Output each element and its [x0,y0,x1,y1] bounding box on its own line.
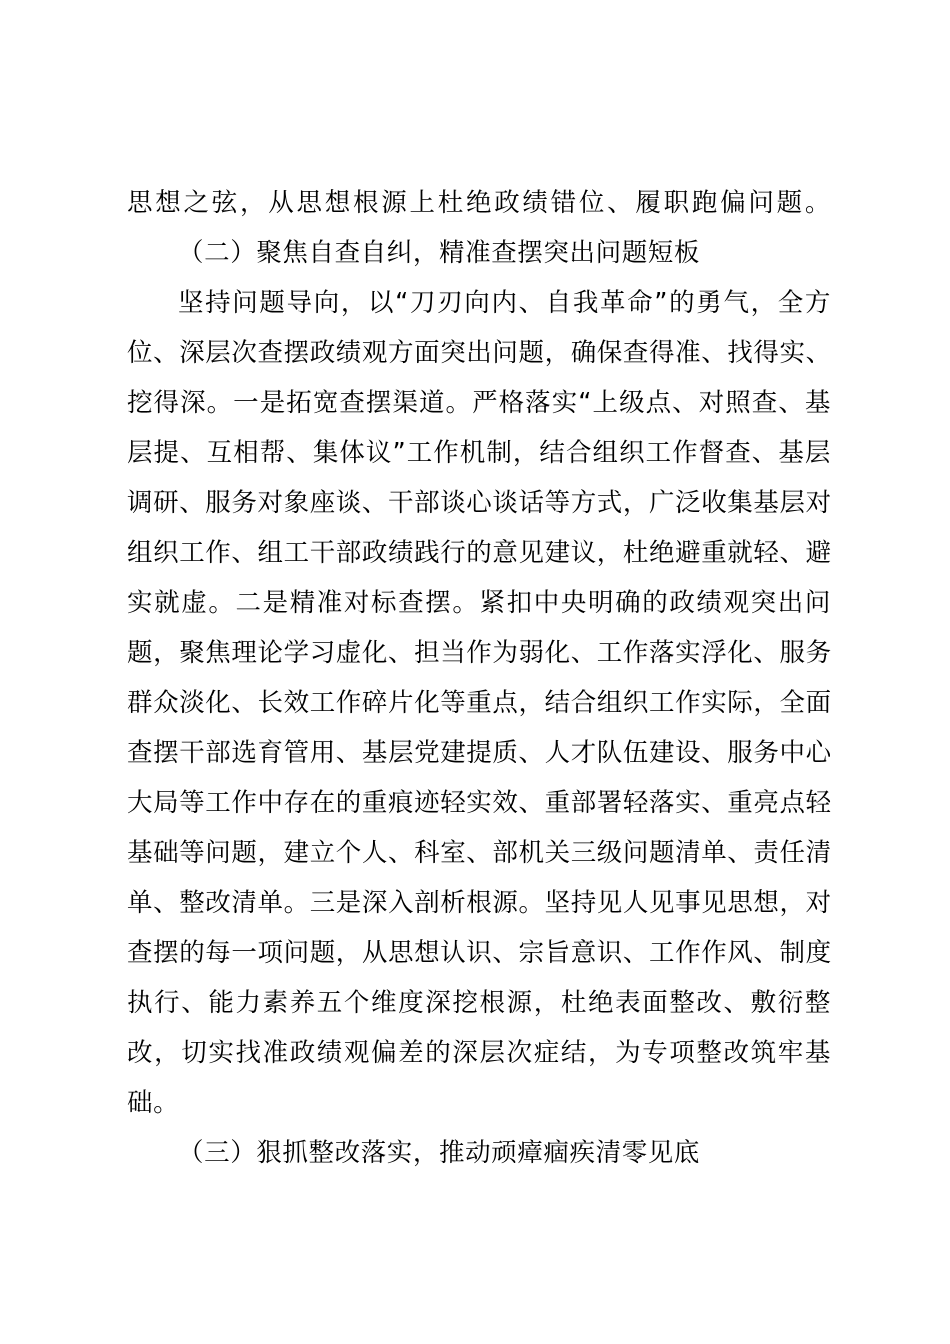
paragraph-line: 础。 [127,1088,180,1118]
section-heading: （三）狠抓整改落实，推动顽瘴痼疾清零见底 [178,1138,701,1168]
paragraph-line: 查摆的每一项问题，从思想认识、宗旨意识、工作作风、制度 [127,938,832,968]
paragraph-line: 大局等工作中存在的重痕迹轻实效、重部署轻落实、重亮点轻 [127,788,832,818]
paragraph-line: 题，聚焦理论学习虚化、担当作为弱化、工作落实浮化、服务 [127,638,832,668]
paragraph-line: 改，切实找准政绩观偏差的深层次症结，为专项整改筑牢基 [127,1038,831,1068]
paragraph-line: 挖得深。一是拓宽查摆渠道。严格落实“上级点、对照查、基 [127,388,831,418]
paragraph-line: 群众淡化、长效工作碎片化等重点，结合组织工作实际，全面 [127,688,832,718]
paragraph-line: 实就虚。二是精准对标查摆。紧扣中央明确的政绩观突出问 [127,588,831,618]
paragraph-line: 基础等问题，建立个人、科室、部机关三级问题清单、责任清 [127,838,832,868]
paragraph-line: 查摆干部选育管用、基层党建提质、人才队伍建设、服务中心 [127,738,832,768]
paragraph-line: 执行、能力素养五个维度深挖根源，杜绝表面整改、敷衍整 [127,988,831,1018]
paragraph-line: 层提、互相帮、集体议”工作机制，结合组织工作督查、基层 [127,438,831,468]
paragraph-line: 组织工作、组工干部政绩践行的意见建议，杜绝避重就轻、避 [127,538,832,568]
paragraph-line: 坚持问题导向，以“刀刃向内、自我革命”的勇气，全方 [178,288,831,318]
section-heading: （二）聚焦自查自纠，精准查摆突出问题短板 [178,238,701,268]
paragraph-line: 调研、服务对象座谈、干部谈心谈话等方式，广泛收集基层对 [127,488,832,518]
paragraph-line: 思想之弦，从思想根源上杜绝政绩错位、履职跑偏问题。 [127,188,831,218]
paragraph-line: 单、整改清单。三是深入剖析根源。坚持见人见事见思想，对 [127,888,832,918]
paragraph-line: 位、深层次查摆政绩观方面突出问题，确保查得准、找得实、 [127,338,832,368]
